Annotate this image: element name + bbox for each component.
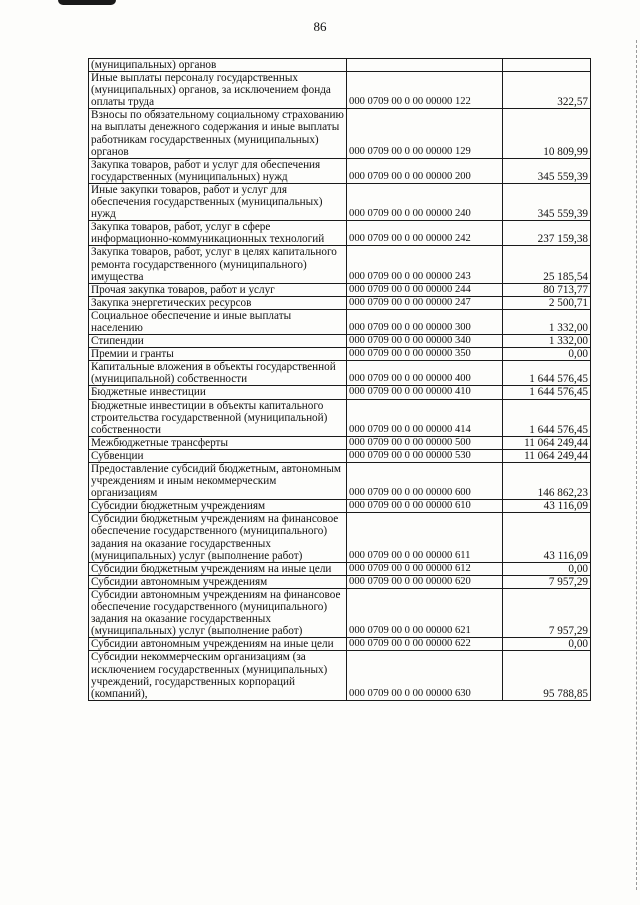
budget-code-cell: 000 0709 00 0 00 00000 400 [347,361,503,386]
table-row [89,651,591,700]
expense-name-cell: Субсидии автономным учреждениям на иные цели [89,638,347,651]
budget-code-cell: 000 0709 00 0 00 00000 242 [347,221,503,246]
table-row [89,59,591,72]
budget-code-cell: 000 0709 00 0 00 00000 611 [347,513,503,562]
amount-cell: 1 644 576,45 [502,361,590,386]
amount-cell: 0,00 [502,348,590,361]
scan-edge-line [634,40,637,890]
amount-cell: 322,57 [502,72,590,109]
budget-code-cell: 000 0709 00 0 00 00000 621 [347,588,503,637]
amount-cell: 11 064 249,44 [502,449,590,462]
table-row [89,309,591,334]
table-row [89,399,591,436]
expense-name-cell: (муниципальных) органов [89,59,347,72]
budget-table-body [89,59,591,701]
amount-cell: 0,00 [502,562,590,575]
budget-code-cell: 000 0709 00 0 00 00000 600 [347,463,503,500]
amount-cell: 345 559,39 [502,158,590,183]
amount-cell: 10 809,99 [502,109,590,158]
table-row [89,335,591,348]
budget-code-cell: 000 0709 00 0 00 00000 410 [347,386,503,399]
expense-name-cell: Межбюджетные трансферты [89,436,347,449]
expense-name-cell: Премии и гранты [89,348,347,361]
budget-code-cell: 000 0709 00 0 00 00000 612 [347,562,503,575]
budget-code-cell: 000 0709 00 0 00 00000 244 [347,283,503,296]
expense-name-cell: Стипендии [89,335,347,348]
budget-code-cell: 000 0709 00 0 00 00000 530 [347,449,503,462]
table-row [89,158,591,183]
expense-name-cell: Иные выплаты персоналу государственных (муниципальных) органов, за исключением фонда оплаты труда [89,72,347,109]
budget-table [88,58,591,701]
table-row [89,562,591,575]
expense-name-cell: Субсидии бюджетным учреждениям на иные цели [89,562,347,575]
expense-name-cell: Социальное обеспечение и иные выплаты населению [89,309,347,334]
table-row [89,72,591,109]
expense-name-cell: Закупка товаров, работ, услуг в сфере информационно-коммуникационных технологий [89,221,347,246]
amount-cell: 1 644 576,45 [502,386,590,399]
amount-cell: 1 644 576,45 [502,399,590,436]
table-row [89,221,591,246]
table-row [89,283,591,296]
table-row [89,436,591,449]
scan-corner-mark [58,0,116,5]
budget-code-cell: 000 0709 00 0 00 00000 247 [347,296,503,309]
budget-code-cell: 000 0709 00 0 00 00000 620 [347,575,503,588]
table-row [89,109,591,158]
amount-cell: 95 788,85 [502,651,590,700]
amount-cell: 1 332,00 [502,335,590,348]
amount-cell: 1 332,00 [502,309,590,334]
expense-name-cell: Субсидии некоммерческим организациям (за исключением государственных (муниципальных) учреждений, государственных корпораций (компаний), [89,651,347,700]
budget-code-cell: 000 0709 00 0 00 00000 200 [347,158,503,183]
amount-cell: 43 116,09 [502,513,590,562]
budget-code-cell: 000 0709 00 0 00 00000 414 [347,399,503,436]
table-row [89,361,591,386]
amount-cell: 25 185,54 [502,246,590,283]
table-row [89,575,591,588]
budget-code-cell: 000 0709 00 0 00 00000 129 [347,109,503,158]
amount-cell: 0,00 [502,638,590,651]
expense-name-cell: Закупка товаров, работ и услуг для обеспечения государственных (муниципальных) нужд [89,158,347,183]
amount-cell: 7 957,29 [502,575,590,588]
table-row [89,386,591,399]
table-row [89,638,591,651]
expense-name-cell: Предоставление субсидий бюджетным, автономным учреждениям и иным некоммерческим организациям [89,463,347,500]
amount-cell: 146 862,23 [502,463,590,500]
budget-code-cell: 000 0709 00 0 00 00000 350 [347,348,503,361]
expense-name-cell: Закупка энергетических ресурсов [89,296,347,309]
table-row [89,348,591,361]
expense-name-cell: Закупка товаров, работ, услуг в целях капитального ремонта государственного (муниципального) имущества [89,246,347,283]
table-row [89,463,591,500]
table-row [89,500,591,513]
expense-name-cell: Субсидии автономным учреждениям на финансовое обеспечение государственного (муниципального) задания на оказание государственных (муниципальных) услуг (выполнение работ) [89,588,347,637]
amount-cell: 7 957,29 [502,588,590,637]
amount-cell: 237 159,38 [502,221,590,246]
amount-cell: 2 500,71 [502,296,590,309]
expense-name-cell: Субсидии бюджетным учреждениям на финансовое обеспечение государственного (муниципального) задания на оказание государственных (муниципальных) услуг (выполнение работ) [89,513,347,562]
budget-code-cell: 000 0709 00 0 00 00000 240 [347,183,503,220]
amount-cell: 80 713,77 [502,283,590,296]
table-row [89,513,591,562]
budget-code-cell: 000 0709 00 0 00 00000 243 [347,246,503,283]
amount-cell: 43 116,09 [502,500,590,513]
expense-name-cell: Капитальные вложения в объекты государственной (муниципальной) собственности [89,361,347,386]
expense-name-cell: Субсидии автономным учреждениям [89,575,347,588]
table-row [89,246,591,283]
budget-code-cell: 000 0709 00 0 00 00000 300 [347,309,503,334]
expense-name-cell: Субсидии бюджетным учреждениям [89,500,347,513]
expense-name-cell: Взносы по обязательному социальному страхованию на выплаты денежного содержания и иные выплаты работникам государственных (муниципальных) органов [89,109,347,158]
budget-code-cell: 000 0709 00 0 00 00000 622 [347,638,503,651]
table-row [89,449,591,462]
expense-name-cell: Бюджетные инвестиции в объекты капитального строительства государственной (муниципальной) собственности [89,399,347,436]
budget-code-cell: 000 0709 00 0 00 00000 610 [347,500,503,513]
budget-code-cell: 000 0709 00 0 00 00000 500 [347,436,503,449]
expense-name-cell: Иные закупки товаров, работ и услуг для обеспечения государственных (муниципальных) нужд [89,183,347,220]
expense-name-cell: Прочая закупка товаров, работ и услуг [89,283,347,296]
page-number: 86 [313,19,327,34]
amount-cell: 11 064 249,44 [502,436,590,449]
budget-code-cell: 000 0709 00 0 00 00000 630 [347,651,503,700]
budget-code-cell [347,59,503,72]
amount-cell: 345 559,39 [502,183,590,220]
budget-code-cell: 000 0709 00 0 00 00000 122 [347,72,503,109]
expense-name-cell: Бюджетные инвестиции [89,386,347,399]
table-row [89,296,591,309]
table-row [89,588,591,637]
expense-name-cell: Субвенции [89,449,347,462]
amount-cell [502,59,590,72]
budget-code-cell: 000 0709 00 0 00 00000 340 [347,335,503,348]
table-row [89,183,591,220]
